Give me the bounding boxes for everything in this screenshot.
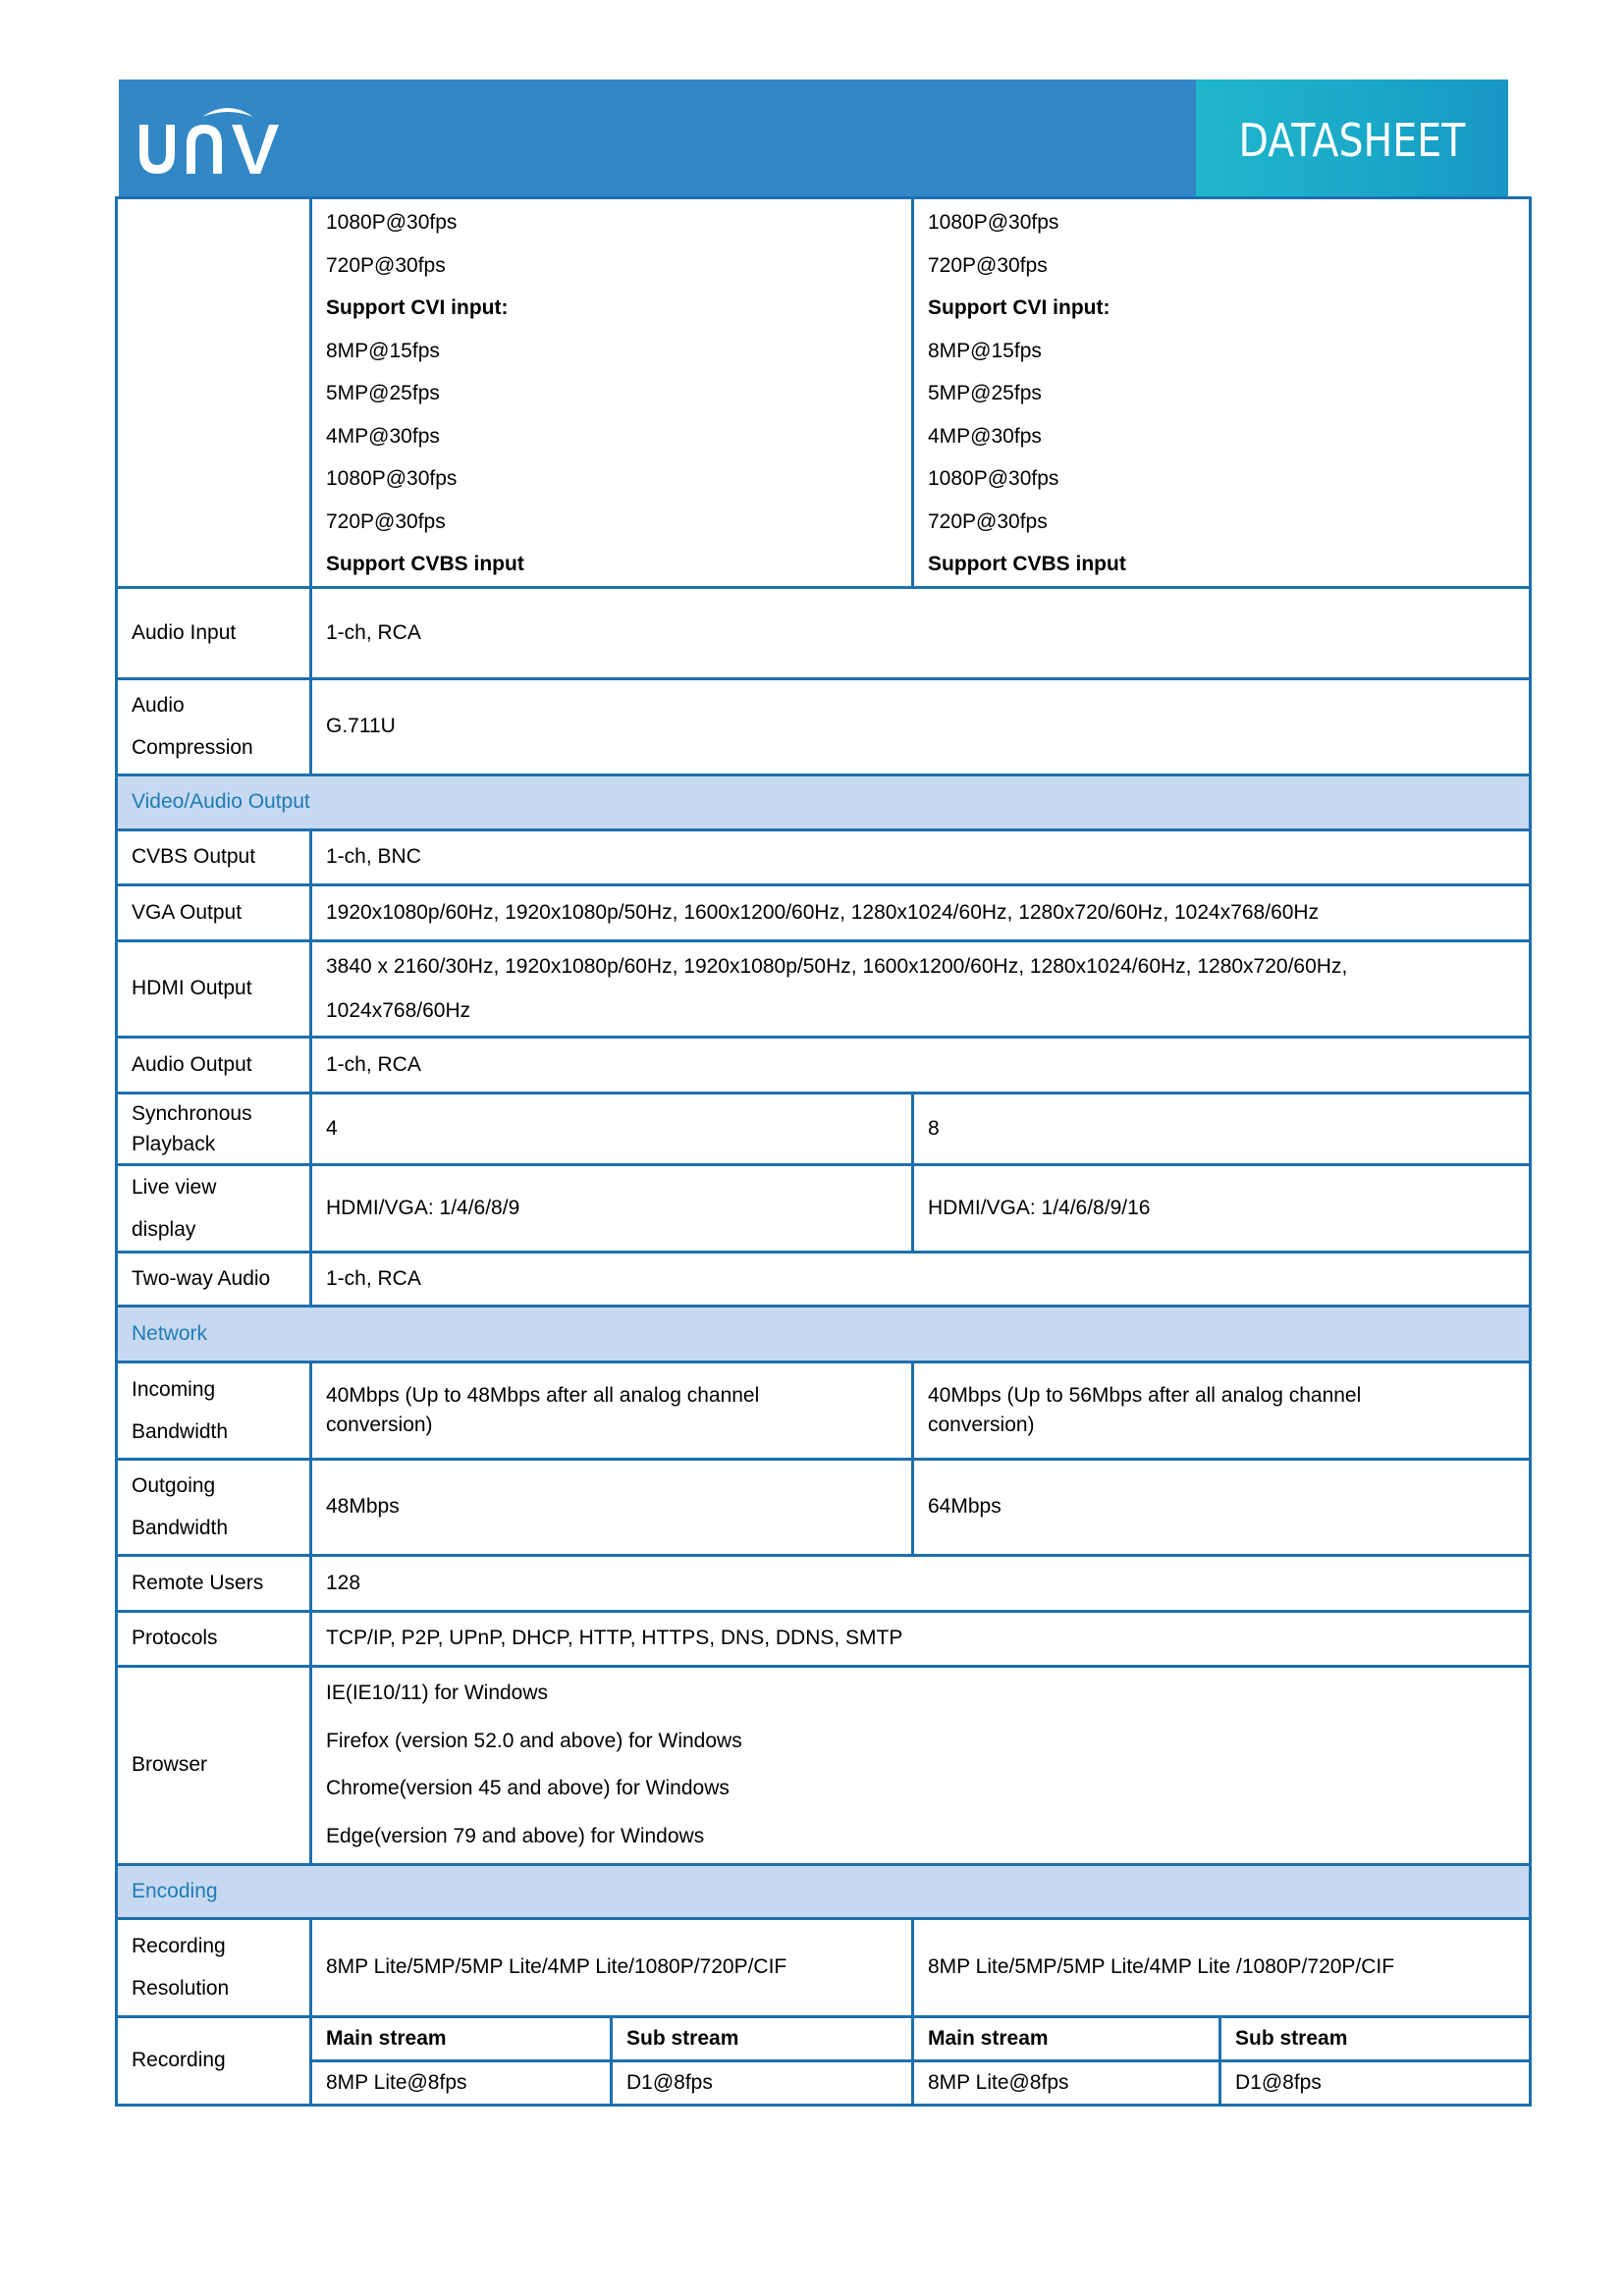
spec-subheading: Support CVI input: [326,296,509,319]
row-label: Audio Output [117,1037,311,1093]
row-label-empty [117,198,311,588]
value-line: 40Mbps (Up to 56Mbps after all analog channel [928,1383,1362,1407]
spec-line: 1080P@30fps [326,211,458,234]
audio-compression-row [117,678,1531,774]
datasheet-badge [1196,80,1508,196]
row-label: Remote Users [117,1555,311,1611]
unv-logo-icon [137,101,285,180]
spec-line: 1080P@30fps [326,467,458,490]
audio-input-row [117,587,1531,678]
cvbs-output-row [117,829,1531,884]
stream-header: Main stream [311,2016,612,2060]
section-title: Network [117,1306,1531,1362]
value-line: 40Mbps (Up to 48Mbps after all analog channel [326,1383,760,1407]
row-label [117,1093,311,1164]
row-label [117,678,311,774]
spec-line: 4MP@30fps [928,424,1042,448]
row-value-model-2: 8MP Lite/5MP/5MP Lite/4MP Lite /1080P/720P/CIF [913,1918,1531,2016]
spec-line: 720P@30fps [928,509,1048,533]
video-input-col2 [913,198,1531,588]
row-value-model-1: HDMI/VGA: 1/4/6/8/9 [311,1164,913,1252]
page-header [119,80,1508,196]
label-line: Bandwidth [132,1419,229,1443]
row-label: HDMI Output [117,940,311,1037]
protocols-row [117,1611,1531,1666]
label-line: display [132,1217,196,1241]
label-line: Synchronous [132,1101,252,1125]
live-view-display-row [117,1164,1531,1252]
stream-value: D1@8fps [1220,2060,1531,2105]
row-value: 1-ch, BNC [311,829,1531,884]
recording-header-row [117,2016,1531,2060]
incoming-bandwidth-row [117,1362,1531,1459]
audio-output-row [117,1037,1531,1093]
row-value-model-2: 8 [913,1093,1531,1164]
label-line: Outgoing [132,1474,216,1497]
label-line: Audio [132,694,185,717]
row-value: G.711U [311,678,1531,774]
label-line: Recording [132,1935,226,1957]
row-value-model-1 [311,1362,913,1459]
row-value [311,1666,1531,1864]
section-network [117,1306,1531,1362]
spec-line: 5MP@25fps [326,382,440,404]
row-label [117,1459,311,1555]
value-line: Firefox (version 52.0 and above) for Windows [326,1729,742,1752]
row-value: 1-ch, RCA [311,587,1531,678]
spec-line: 1080P@30fps [928,211,1059,234]
synchronous-playback-row [117,1093,1531,1164]
value-line: conversion) [928,1413,1035,1436]
stream-value: 8MP Lite@8fps [913,2060,1220,2105]
value-line: 1024x768/60Hz [326,999,471,1022]
spec-line: 8MP@15fps [928,339,1042,362]
row-label: Two-way Audio [117,1252,311,1306]
row-label: Protocols [117,1611,311,1666]
spec-line: 5MP@25fps [928,382,1042,404]
browser-row [117,1666,1531,1864]
label-line: Bandwidth [132,1517,229,1539]
row-value-model-2: HDMI/VGA: 1/4/6/8/9/16 [913,1164,1531,1252]
video-input-col1 [311,198,913,588]
row-value [311,940,1531,1037]
row-value-model-1: 4 [311,1093,913,1164]
recording-resolution-row [117,1918,1531,2016]
value-line: IE(IE10/11) for Windows [326,1682,549,1704]
stream-header: Sub stream [612,2016,913,2060]
row-value-model-2 [913,1362,1531,1459]
row-label: Browser [117,1666,311,1864]
spec-line: 720P@30fps [326,509,446,533]
row-label [117,1164,311,1252]
value-line: Chrome(version 45 and above) for Windows [326,1777,730,1799]
row-label [117,1918,311,2016]
spec-subheading: Support CVBS input [928,553,1126,575]
value-line: conversion) [326,1413,433,1436]
label-line: Incoming [132,1377,216,1401]
row-label [117,1362,311,1459]
spec-line: 8MP@15fps [326,339,440,362]
label-line: Live view [132,1175,217,1199]
row-label: CVBS Output [117,829,311,884]
outgoing-bandwidth-row [117,1459,1531,1555]
spec-line: 4MP@30fps [326,424,440,448]
remote-users-row [117,1555,1531,1611]
section-video-audio-output [117,774,1531,829]
section-title: Video/Audio Output [117,774,1531,829]
section-encoding [117,1864,1531,1918]
stream-value: 8MP Lite@8fps [311,2060,612,2105]
row-value: 1920x1080p/60Hz, 1920x1080p/50Hz, 1600x1200/60Hz, 1280x1024/60Hz, 1280x720/60Hz, 1024x768/60Hz [311,884,1531,940]
two-way-audio-row [117,1252,1531,1306]
label-line: Resolution [132,1977,230,2000]
stream-value: D1@8fps [612,2060,913,2105]
datasheet-title: DATASHEET [1238,113,1466,167]
video-input-continued-row [117,198,1531,588]
row-label: Audio Input [117,587,311,678]
recording-value-row [117,2060,1531,2105]
spec-line: 720P@30fps [928,253,1048,277]
stream-header: Main stream [913,2016,1220,2060]
spec-line: 1080P@30fps [928,467,1059,490]
value-line: 3840 x 2160/30Hz, 1920x1080p/60Hz, 1920x1080p/50Hz, 1600x1200/60Hz, 1280x1024/60Hz, 1280x720/60Hz, [326,955,1348,978]
row-label: Recording [117,2016,311,2105]
row-value-model-1: 48Mbps [311,1459,913,1555]
row-value: 1-ch, RCA [311,1037,1531,1093]
row-value-model-2: 64Mbps [913,1459,1531,1555]
vga-output-row [117,884,1531,940]
spec-subheading: Support CVBS input [326,553,524,575]
spec-table [115,196,1532,2107]
value-line: Edge(version 79 and above) for Windows [326,1824,705,1847]
section-title: Encoding [117,1864,1531,1918]
hdmi-output-row [117,940,1531,1037]
spec-subheading: Support CVI input: [928,296,1110,319]
stream-header: Sub stream [1220,2016,1531,2060]
row-value-model-1: 8MP Lite/5MP/5MP Lite/4MP Lite/1080P/720P/CIF [311,1918,913,2016]
row-value: 1-ch, RCA [311,1252,1531,1306]
label-line: Playback [132,1132,216,1155]
row-value: TCP/IP, P2P, UPnP, DHCP, HTTP, HTTPS, DNS, DDNS, SMTP [311,1611,1531,1666]
row-label: VGA Output [117,884,311,940]
label-line: Compression [132,736,253,759]
row-value: 128 [311,1555,1531,1611]
spec-line: 720P@30fps [326,253,446,277]
